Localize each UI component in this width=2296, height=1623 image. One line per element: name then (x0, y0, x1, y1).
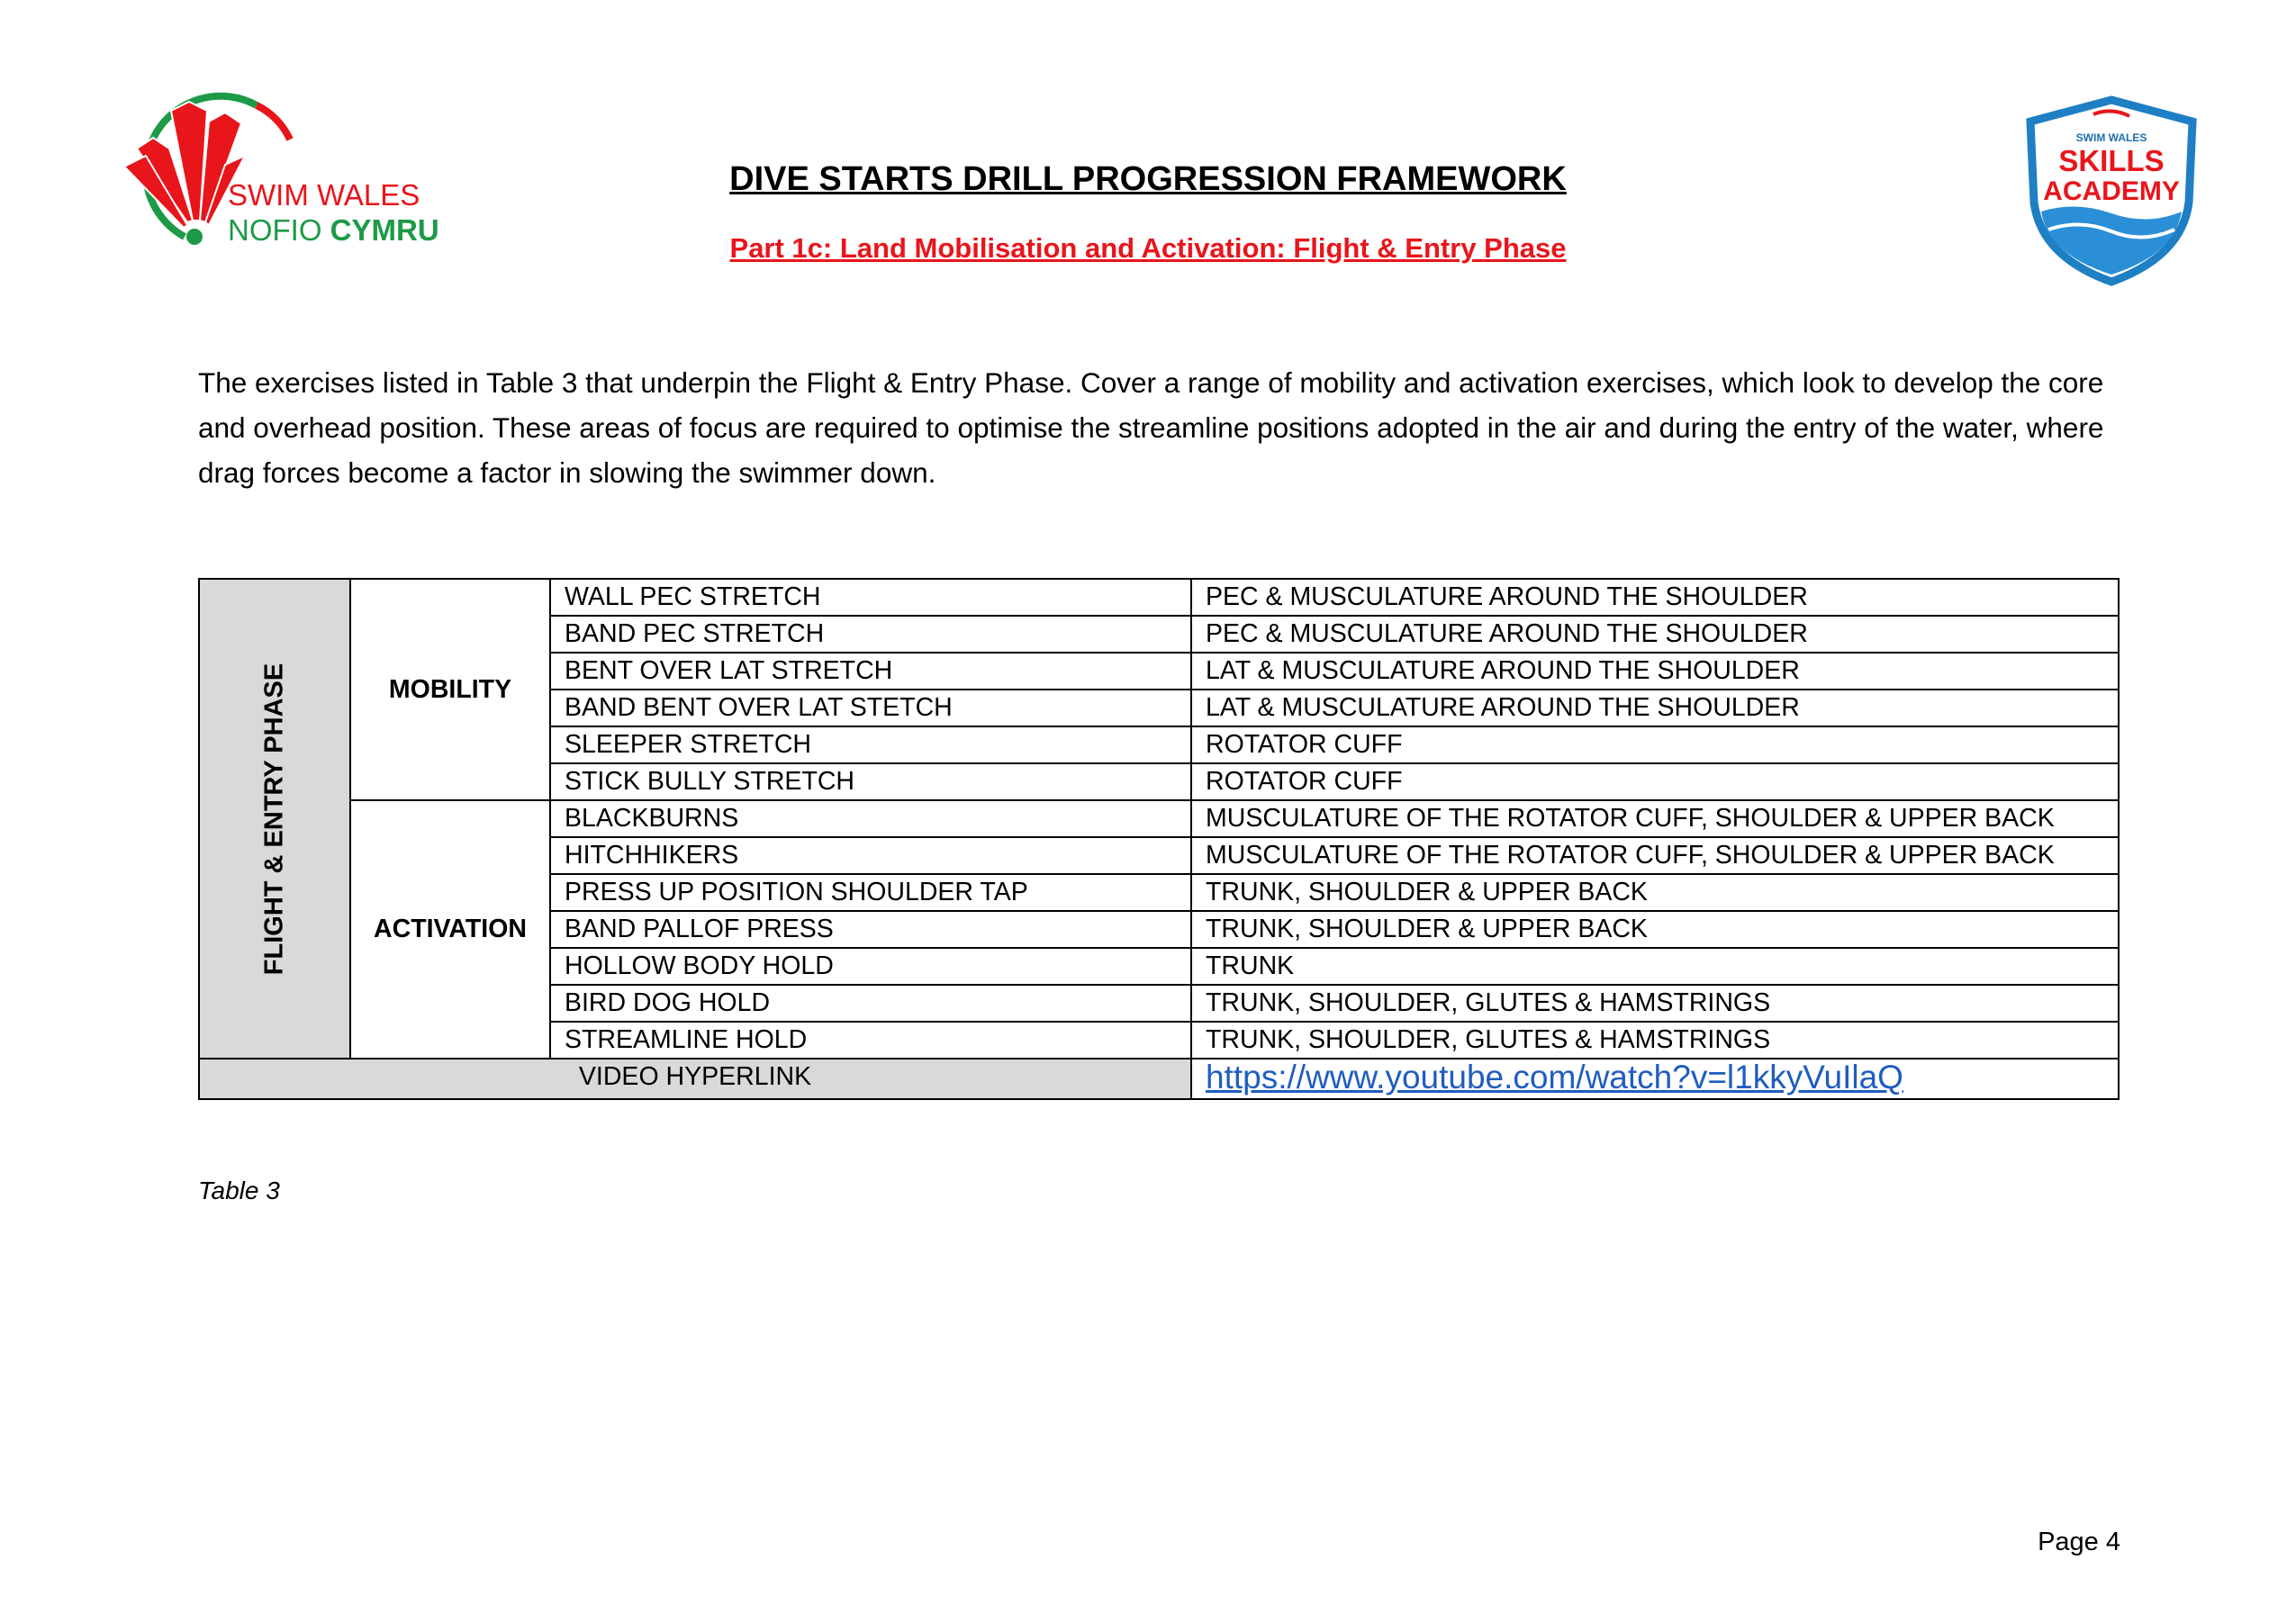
exercise-name: BAND BENT OVER LAT STETCH (550, 690, 1191, 726)
page-number: Page 4 (2038, 1528, 2120, 1556)
exercise-focus: PEC & MUSCULATURE AROUND THE SHOULDER (1191, 579, 2119, 616)
table-caption: Table 3 (198, 1177, 280, 1204)
shield-top-text: SWIM WALES (2075, 131, 2147, 144)
phase-cell (199, 579, 350, 1059)
exercise-focus: TRUNK (1191, 948, 2119, 985)
exercise-focus: MUSCULATURE OF THE ROTATOR CUFF, SHOULDER & UPPER BACK (1191, 837, 2119, 874)
logo-line2b: CYMRU (330, 213, 439, 247)
exercise-name: BLACKBURNS (550, 800, 1191, 837)
exercise-name: STICK BULLY STRETCH (550, 763, 1191, 800)
exercise-focus: ROTATOR CUFF (1191, 763, 2119, 800)
table-row (199, 800, 2119, 837)
page-subtitle: Part 1c: Land Mobilisation and Activation: Flight & Entry Phase (729, 232, 1567, 264)
exercise-focus: TRUNK, SHOULDER, GLUTES & HAMSTRINGS (1191, 1022, 2119, 1059)
exercise-name: BAND PALLOF PRESS (550, 911, 1191, 948)
table-row (199, 579, 2119, 616)
exercise-focus: MUSCULATURE OF THE ROTATOR CUFF, SHOULDER & UPPER BACK (1191, 800, 2119, 837)
video-hyperlink-label: VIDEO HYPERLINK (199, 1059, 1191, 1099)
exercise-focus: PEC & MUSCULATURE AROUND THE SHOULDER (1191, 616, 2119, 653)
exercise-name: HITCHHIKERS (550, 837, 1191, 874)
exercise-name: BIRD DOG HOLD (550, 985, 1191, 1022)
intro-paragraph: The exercises listed in Table 3 that underpin the Flight & Entry Phase. Cover a range of mobility and activation exercises, which look to develop the core and overhead position. These areas of focus are required to optimise the streamline positions adopted in the air and during the entry of the water, where drag forces become a factor in slowing the swimmer down. (198, 366, 2104, 489)
exercise-name: STREAMLINE HOLD (550, 1022, 1191, 1059)
shield-line1: SKILLS (2058, 144, 2165, 177)
exercise-focus: LAT & MUSCULATURE AROUND THE SHOULDER (1191, 653, 2119, 690)
exercise-name: BENT OVER LAT STRETCH (550, 653, 1191, 690)
exercise-focus: ROTATOR CUFF (1191, 726, 2119, 763)
shield-line2: ACADEMY (2043, 176, 2180, 206)
mobility-group-label: MOBILITY (350, 579, 550, 800)
logo-line2a: NOFIO (228, 213, 322, 247)
exercise-focus: TRUNK, SHOULDER, GLUTES & HAMSTRINGS (1191, 985, 2119, 1022)
page-title: DIVE STARTS DRILL PROGRESSION FRAMEWORK (729, 160, 1567, 198)
logo-line1: SWIM WALES (228, 178, 420, 212)
exercise-name: WALL PEC STRETCH (550, 579, 1191, 616)
video-row (199, 1059, 2119, 1099)
video-link[interactable]: https://www.youtube.com/watch?v=l1kkyVuIlaQ (1206, 1059, 1903, 1096)
video-link-cell (1191, 1059, 2119, 1099)
exercise-name: BAND PEC STRETCH (550, 616, 1191, 653)
exercise-focus: TRUNK, SHOULDER & UPPER BACK (1191, 911, 2119, 948)
phase-label: FLIGHT & ENTRY PHASE (259, 663, 289, 975)
exercise-focus: TRUNK, SHOULDER & UPPER BACK (1191, 874, 2119, 911)
exercise-name: SLEEPER STRETCH (550, 726, 1191, 763)
exercise-table (198, 578, 2120, 1100)
activation-group-label: ACTIVATION (350, 800, 550, 1059)
exercise-name: PRESS UP POSITION SHOULDER TAP (550, 874, 1191, 911)
exercise-name: HOLLOW BODY HOLD (550, 948, 1191, 985)
exercise-focus: LAT & MUSCULATURE AROUND THE SHOULDER (1191, 690, 2119, 726)
